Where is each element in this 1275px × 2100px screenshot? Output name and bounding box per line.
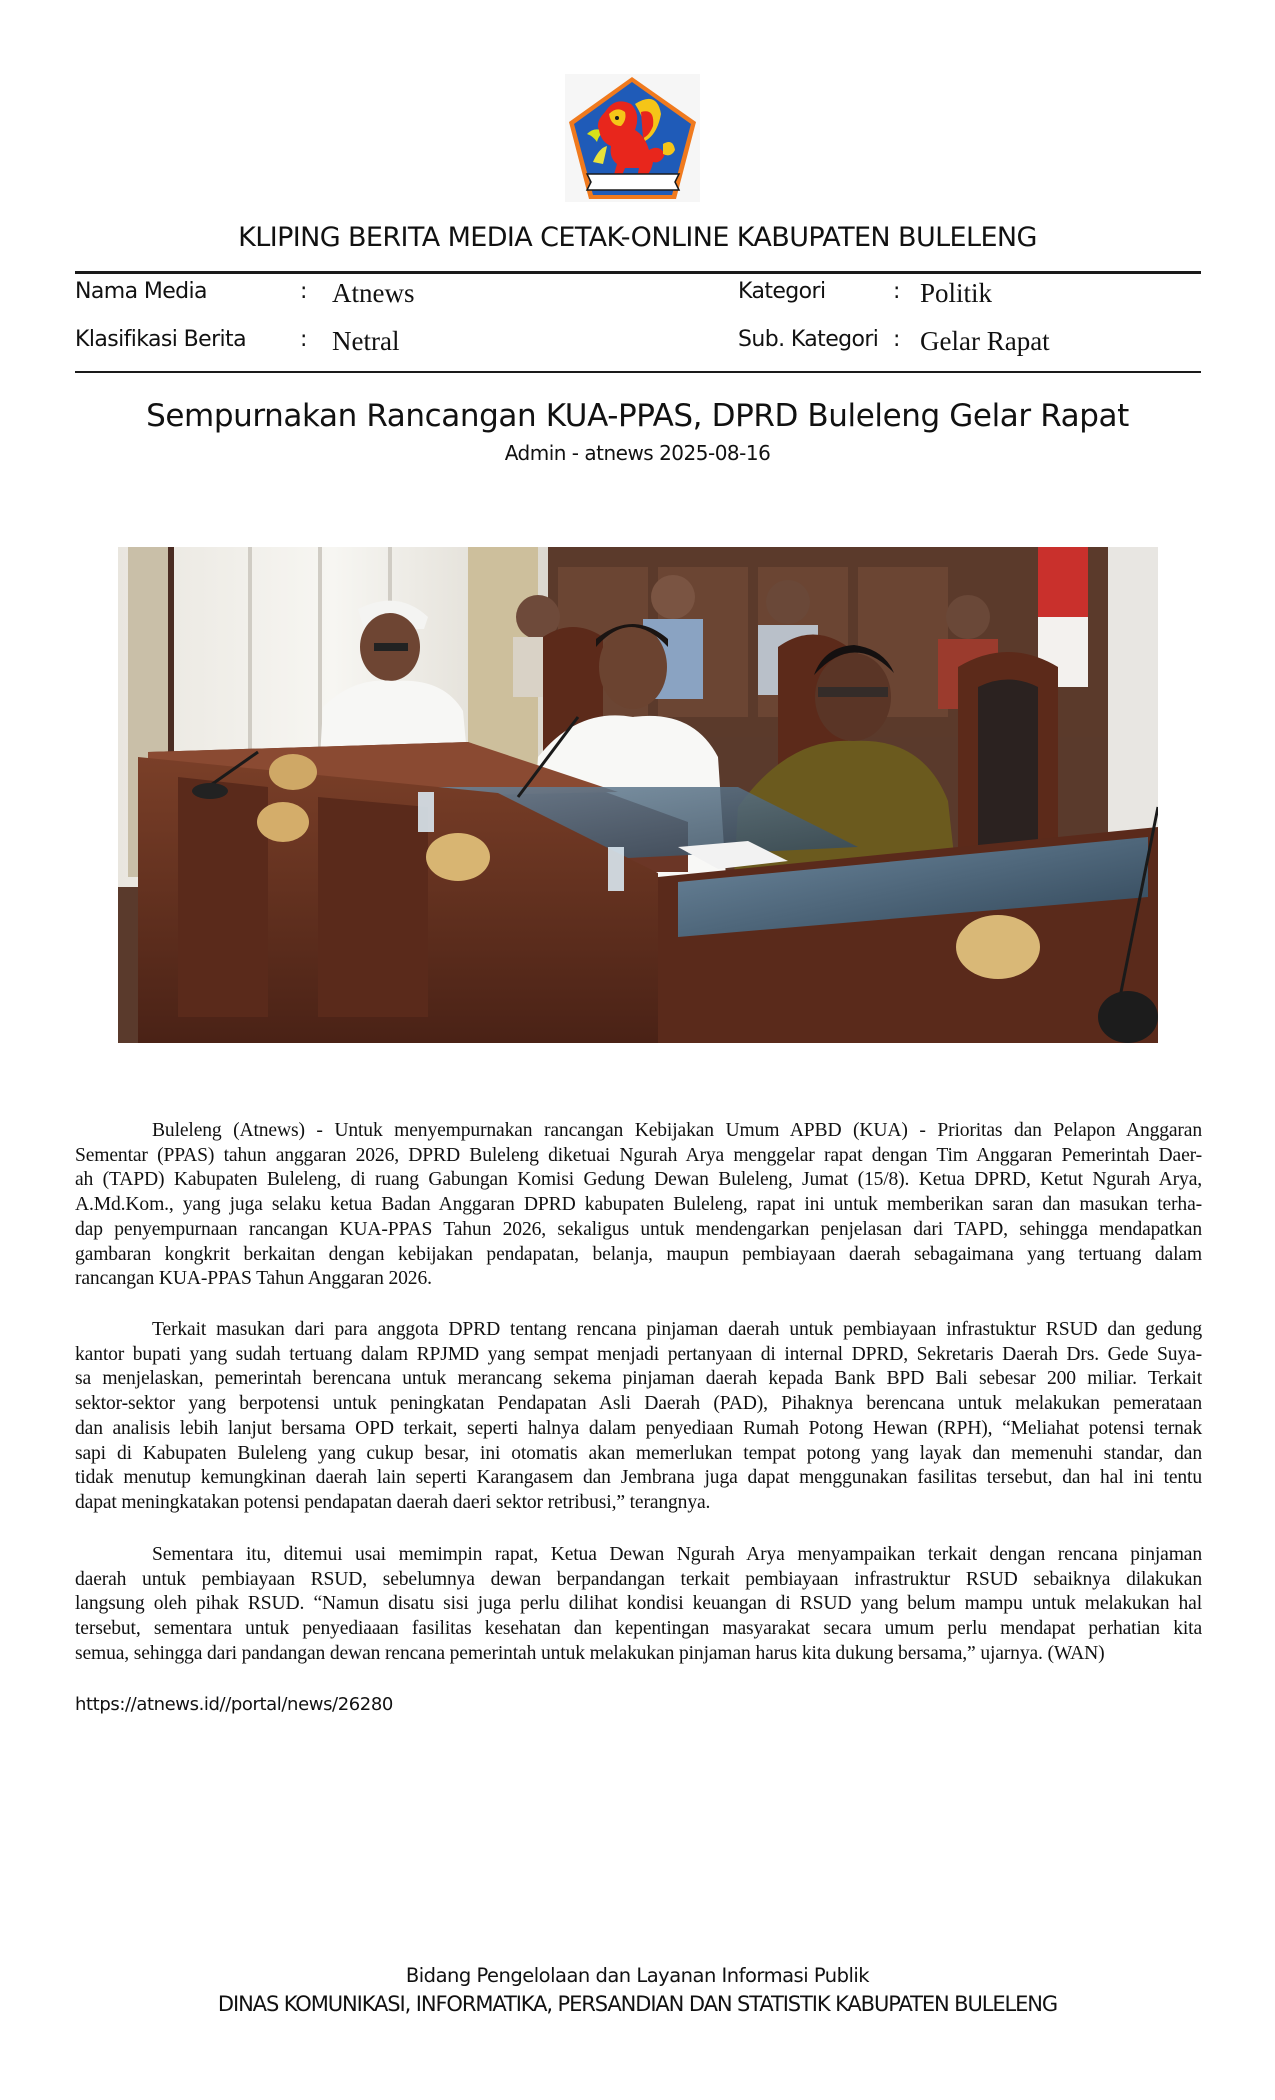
meta-value-classification: Netral <box>332 326 400 356</box>
meta-label-media: Nama Media <box>75 279 207 304</box>
article-paragraph-line: dan analisis lebih lanjut bersama OPD terkait, seperti halnya dalam penyediaan Rumah Potong Hewan (RPH), “Meliahat potensi ternak <box>75 1417 1202 1439</box>
meta-value-category: Politik <box>920 278 993 308</box>
meta-colon: : <box>893 327 901 352</box>
meeting-photo-icon <box>118 547 1158 1043</box>
article-paragraph-line: rancangan KUA-PPAS Tahun Anggaran 2026. <box>75 1268 432 1290</box>
article-paragraph-line: sa menjelaskan, pemerintah berencana untuk merancang sekema pinjaman daerah kepada Bank BPD Bali sebesar 200 miliar. Terkait <box>75 1368 1202 1390</box>
article-paragraph-line: kantor bupati yang sudah tertuang dalam RPJMD yang sempat menjadi pertanyaan di internal DPRD, Sekretaris Daerah Drs. Gede Suya- <box>75 1343 1202 1365</box>
kabupaten-logo <box>565 74 700 202</box>
article-headline: Sempurnakan Rancangan KUA-PPAS, DPRD Buleleng Gelar Rapat <box>146 398 1129 434</box>
meta-colon: : <box>300 279 308 304</box>
article-paragraph-line: Buleleng (Atnews) - Untuk menyempurnakan rancangan Kebijakan Umum APBD (KUA) - Prioritas dan Pelapon Anggaran <box>152 1120 1202 1141</box>
article-photo <box>118 547 1158 1043</box>
source-url-link[interactable]: https://atnews.id//portal/news/26280 <box>75 1694 393 1715</box>
article-paragraph-line: dap penyempurnaan rancangan KUA-PPAS Tahun 2026, sekaligus untuk mendengarkan penjelasan dari TAPD, sehingga mendapatkan <box>75 1218 1202 1240</box>
article-paragraph-line: dapat meningkatakan potensi pendapatan daerah daeri sektor retribusi,” terangnya. <box>75 1491 711 1513</box>
footer-department: DINAS KOMUNIKASI, INFORMATIKA, PERSANDIAN DAN STATISTIK KABUPATEN BULELENG <box>217 1992 1058 2016</box>
article-byline: Admin - atnews 2025-08-16 <box>504 441 771 465</box>
header-divider-bottom <box>75 371 1201 373</box>
article-paragraph-line: tersebut, sementara untuk penyediaaan fasilitas kesehatan dan kepentingan masyarakat secara umum perlu mendapat perhatian kita <box>75 1618 1202 1640</box>
article-paragraph-line: ah (TAPD) Kabupaten Buleleng, di ruang Gabungan Komisi Gedung Dewan Buleleng, Jumat (15/8). Ketua DPRD, Ketut Ngurah Arya, <box>75 1169 1202 1191</box>
article-paragraph-line: sapi di Kabupaten Buleleng yang cukup besar, ini otomatis akan memerlukan tempat potong yang layak dan memenuhi standar, dan <box>75 1442 1202 1464</box>
article-paragraph-line: langsung oleh pihak RSUD. “Namun disatu sisi juga perlu dilihat kondisi keuangan di RSUD yang belum mampu untuk melakukan hal <box>75 1593 1202 1615</box>
article-paragraph-line: semua, sehingga dari pandangan dewan rencana pemerintah untuk melakukan pinjaman harus kita dukung bersama,” ujarnya. (WAN) <box>75 1642 1105 1664</box>
meta-colon: : <box>300 327 308 352</box>
article-paragraph-line: Terkait masukan dari para anggota DPRD tentang rencana pinjaman daerah untuk pembiayaan infrastuktur RSUD dan gedung <box>152 1319 1202 1340</box>
meta-colon: : <box>893 279 901 304</box>
article-paragraph-line: daerah untuk pembiayaan RSUD, sebelumnya dewan berpandangan terkait pembiayaan infrastruktur RSUD sebaiknya dilakukan <box>75 1568 1202 1590</box>
meta-label-subcategory: Sub. Kategori <box>738 327 879 352</box>
document-title: KLIPING BERITA MEDIA CETAK-ONLINE KABUPATEN BULELENG <box>238 222 1037 253</box>
footer-division: Bidang Pengelolaan dan Layanan Informasi Publik <box>405 1964 870 1987</box>
article-paragraph-line: Sementar (PPAS) tahun anggaran 2026, DPRD Buleleng diketuai Ngurah Arya menggelar rapat dengan Tim Anggaran Pemerintah Daer- <box>75 1144 1202 1166</box>
article-paragraph-line: gambaran kongkrit berkaitan dengan kebijakan pendapatan, belanja, maupun pembiayaan daerah sebagaimana yang tertuang dalam <box>75 1243 1202 1265</box>
lion-emblem-icon <box>565 74 700 202</box>
meta-label-classification: Klasifikasi Berita <box>75 327 246 352</box>
article-paragraph-line: sektor-sektor yang berpotensi untuk peningkatan Pendapatan Asli Daerah (PAD), Pihaknya berencana untuk melakukan pemerataan <box>75 1393 1202 1415</box>
article-paragraph-line: A.Md.Kom., yang juga selaku ketua Badan Anggaran DPRD kabupaten Buleleng, rapat ini untuk memberikan saran dan masukan terha- <box>75 1194 1202 1216</box>
meta-value-subcategory: Gelar Rapat <box>920 326 1050 356</box>
meta-label-category: Kategori <box>738 279 826 304</box>
article-paragraph-line: Sementara itu, ditemui usai memimpin rapat, Ketua Dewan Ngurah Arya menyampaikan terkait dengan rencana pinjaman <box>152 1544 1202 1565</box>
meta-value-media: Atnews <box>332 278 415 308</box>
header-divider-top <box>75 271 1201 274</box>
article-paragraph-line: tidak menutup kemungkinan daerah lain seperti Karangasem dan Jembrana juga dapat menggunakan fasilitas tersebut, dan hal ini tentu <box>75 1467 1202 1489</box>
